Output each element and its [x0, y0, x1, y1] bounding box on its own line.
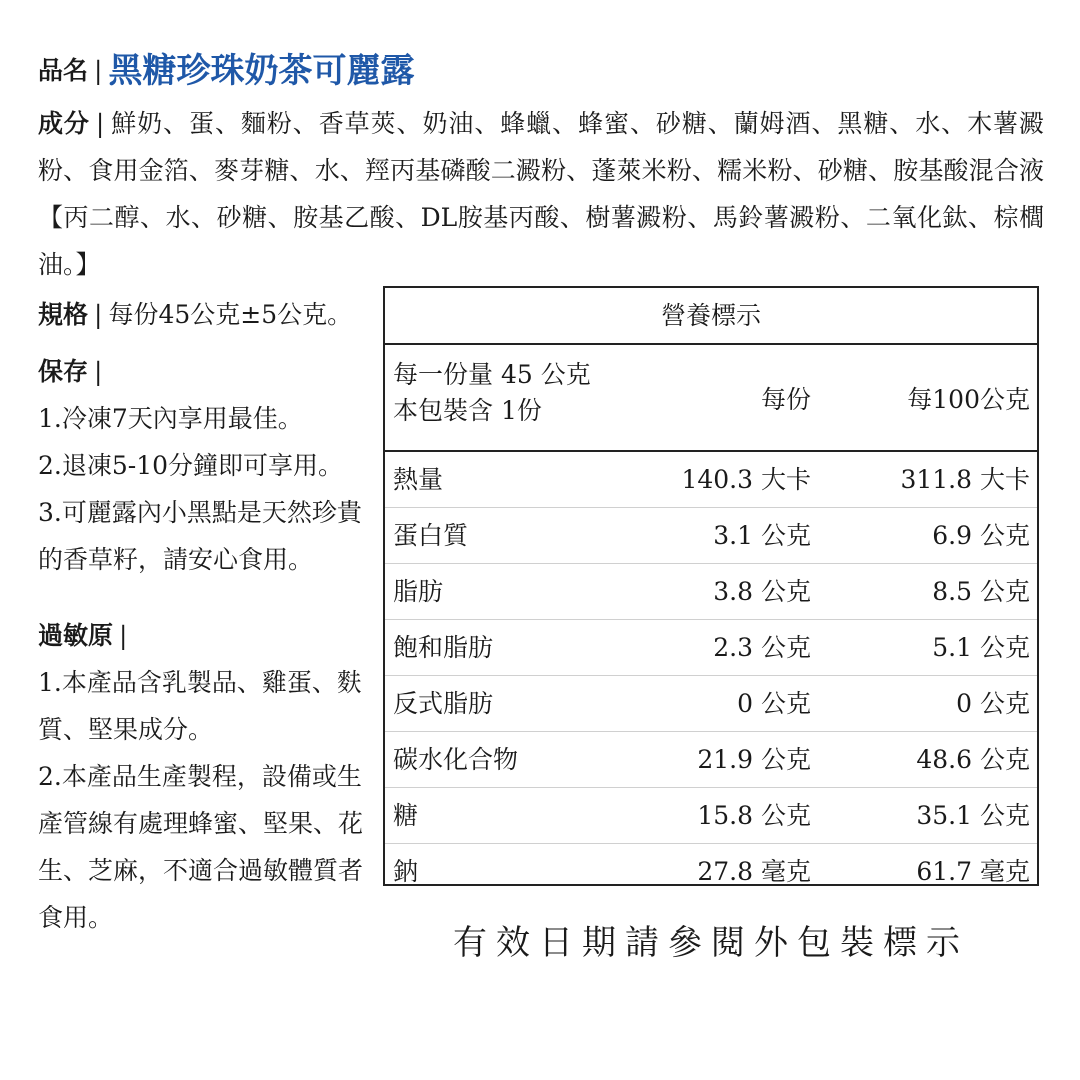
nutrient-name: 糖: [393, 801, 419, 830]
storage-heading: [38, 348, 378, 395]
value-per-serving: 0 公克: [737, 689, 811, 718]
column-per-100g: 每100公克: [907, 385, 1030, 414]
storage-item: 2.退凍5-10分鐘即可享用。: [38, 451, 344, 480]
value-per-100g: 61.7 毫克: [916, 857, 1030, 886]
nutrition-header: [385, 345, 1037, 452]
product-name-line: [38, 51, 415, 91]
spec-label: 規格: [38, 300, 89, 329]
ingredients-block: [38, 100, 1044, 288]
nutrient-name: 飽和脂肪: [393, 633, 494, 662]
value-per-serving: 140.3 大卡: [681, 465, 811, 494]
value-per-serving: 15.8 公克: [697, 801, 811, 830]
value-per-100g: 311.8 大卡: [900, 465, 1030, 494]
spec-line: [38, 300, 352, 330]
value-per-100g: 48.6 公克: [916, 745, 1030, 774]
storage-item: 1.冷凍7天內享用最佳。: [38, 404, 303, 433]
storage-block: [38, 348, 378, 583]
storage-item: 3.可麗露內小黑點是天然珍貴的香草籽，請安心食用。: [38, 498, 362, 574]
serving-size: 每一份量 45 公克: [393, 360, 591, 389]
ingredients-label: 成分: [38, 109, 90, 138]
table-row: [385, 844, 1037, 899]
nutrition-table: [383, 286, 1039, 886]
product-title: 黑糖珍珠奶茶可麗露: [108, 51, 415, 91]
allergen-label: 過敏原: [38, 621, 114, 650]
storage-label: 保存: [38, 357, 89, 386]
value-per-100g: 35.1 公克: [916, 801, 1030, 830]
value-per-serving: 3.8 公克: [713, 577, 811, 606]
table-row: [385, 788, 1037, 844]
table-row: [385, 564, 1037, 620]
value-per-serving: 21.9 公克: [697, 745, 811, 774]
table-row: [385, 676, 1037, 732]
servings-per-pack: 本包裝含 1份: [393, 396, 542, 425]
nutrient-name: 碳水化合物: [393, 745, 519, 774]
separator: |: [94, 56, 103, 85]
product-name-label: 品名: [38, 56, 89, 85]
allergen-heading: [38, 612, 378, 659]
nutrient-name: 熱量: [393, 465, 444, 494]
nutrient-name: 鈉: [393, 857, 419, 886]
value-per-serving: 3.1 公克: [713, 521, 811, 550]
nutrient-name: 脂肪: [393, 577, 444, 606]
value-per-serving: 2.3 公克: [713, 633, 811, 662]
value-per-100g: 0 公克: [956, 689, 1030, 718]
nutrient-name: 蛋白質: [393, 521, 469, 550]
separator: |: [94, 300, 103, 329]
value-per-100g: 6.9 公克: [932, 521, 1030, 550]
serving-info: [393, 357, 591, 429]
column-per-serving: 每份: [760, 385, 811, 414]
table-row: [385, 732, 1037, 788]
separator: |: [119, 621, 128, 650]
nutrition-title: 營養標示: [385, 288, 1037, 345]
allergen-item: 2.本產品生產製程，設備或生產管線有處理蜂蜜、堅果、花生、芝麻，不適合過敏體質者食用。: [38, 762, 364, 932]
value-per-100g: 5.1 公克: [932, 633, 1030, 662]
table-row: [385, 452, 1037, 508]
allergen-block: [38, 612, 378, 941]
table-row: [385, 620, 1037, 676]
ingredients-text: 鮮奶、蛋、麵粉、香草莢、奶油、蜂蠟、蜂蜜、砂糖、蘭姆酒、黑糖、水、木薯澱粉、食用金箔、麥芽糖、水、羥丙基磷酸二澱粉、蓬萊米粉、糯米粉、砂糖、胺基酸混合液【丙二醇、水、砂糖、胺基乙酸、DL胺基丙酸、樹薯澱粉、馬鈴薯澱粉、二氧化鈦、棕櫚油。】: [38, 109, 1044, 279]
spec-text: 每份45公克±5公克。: [108, 300, 353, 329]
allergen-item: 1.本產品含乳製品、雞蛋、麩質、堅果成分。: [38, 668, 362, 744]
separator: |: [95, 109, 105, 138]
separator: |: [94, 357, 103, 386]
nutrient-name: 反式脂肪: [393, 689, 494, 718]
value-per-serving: 27.8 毫克: [697, 857, 811, 886]
value-per-100g: 8.5 公克: [932, 577, 1030, 606]
table-row: [385, 508, 1037, 564]
expiry-note: 有效日期請參閱外包裝標示: [453, 923, 969, 963]
